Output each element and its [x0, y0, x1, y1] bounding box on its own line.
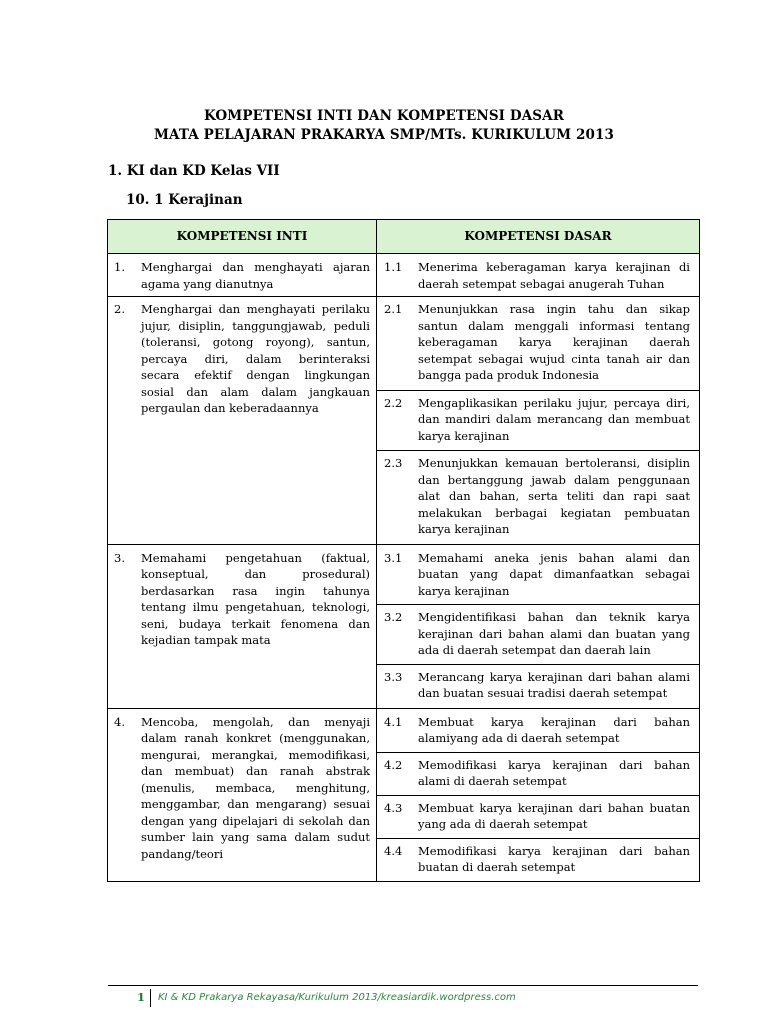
- section-heading: 1. KI dan KD Kelas VII: [108, 163, 280, 179]
- kd-number: 4.1: [384, 714, 403, 729]
- ki-number: 4.: [114, 714, 125, 729]
- document-title: [0, 107, 768, 145]
- ki-cell: [108, 297, 377, 545]
- ki-number: 3.: [114, 550, 125, 565]
- kd-cell: [377, 605, 700, 665]
- title-line-1: KOMPETENSI INTI DAN KOMPETENSI DASAR: [203, 108, 565, 124]
- kd-text: Memahami aneka jenis bahan alami dan buatan yang dapat dimanfaatkan sebagai karya kerajinan: [418, 550, 690, 598]
- table-header-row: [108, 220, 700, 254]
- kd-item: [378, 550, 698, 600]
- header-kd: KOMPETENSI DASAR: [377, 220, 700, 254]
- kd-item: [378, 714, 698, 747]
- kd-number: 2.1: [384, 302, 403, 316]
- kd-cell: [377, 254, 700, 297]
- footer-text: KI & KD Prakarya Rekayasa/Kurikulum 2013/kreasiardik.wordpress.com: [158, 992, 516, 1003]
- ki-text: Memahami pengetahuan (faktual, konseptual, dan prosedural) berdasarkan rasa ingin tahunya tentang ilmu pengetahuan, teknologi, seni, budaya terkait fenomena dan kejadian tampak mata: [141, 550, 370, 647]
- kd-item: [378, 259, 698, 292]
- kd-item: [378, 455, 698, 538]
- kd-text: Membuat karya kerajinan dari bahan buatan yang ada di daerah setempat: [418, 800, 690, 831]
- kd-item: [378, 800, 698, 833]
- kd-text: Menunjukkan kemauan bertoleransi, disiplin dan bertanggung jawab dalam penggunaan alat dan bahan, serta teliti dan rapi saat melakukan berbagai kegiatan pembuatan karya kerajinan: [418, 456, 690, 536]
- kd-number: 3.3: [384, 669, 403, 684]
- kd-item: [378, 843, 698, 876]
- kd-cell: [377, 451, 700, 545]
- ki-cell: [108, 708, 377, 881]
- kd-cell: [377, 544, 700, 605]
- table-row: [108, 544, 700, 605]
- ki-text: Mencoba, mengolah, dan menyaji dalam ranah konkret (menggunakan, mengurai, merangkai, memodifikasi, dan membuat) dan ranah abstrak (menulis, membaca, menghitung, menggambar, dan mengarang) sesuai dengan yang dipelajari di sekolah dan sumber lain yang sama dalam sudut pandang/teori: [141, 714, 370, 861]
- kd-item: [378, 609, 698, 659]
- kd-text: Mengidentifikasi bahan dan teknik karya kerajinan dari bahan alami dan buatan yang ada di daerah setempat dan daerah lain: [418, 610, 690, 657]
- table-row: [108, 297, 700, 391]
- ki-item: [108, 301, 376, 417]
- kd-number: 4.4: [384, 843, 403, 858]
- kd-cell: [377, 664, 700, 708]
- kd-text: Memodifikasi karya kerajinan dari bahan alami di daerah setempat: [418, 757, 690, 788]
- table-row: [108, 254, 700, 297]
- kd-number: 4.3: [384, 800, 403, 815]
- table-row: [108, 708, 700, 752]
- kd-cell: [377, 752, 700, 795]
- kd-text: Memodifikasi karya kerajinan dari bahan buatan di daerah setempat: [418, 843, 690, 874]
- ki-number: 2.: [114, 302, 125, 316]
- kd-cell: [377, 838, 700, 881]
- ki-text: Menghargai dan menghayati ajaran agama yang dianutnya: [141, 260, 370, 291]
- ki-number: 1.: [114, 260, 125, 274]
- ki-kd-table: [107, 219, 700, 882]
- kd-number: 1.1: [384, 260, 403, 274]
- kd-cell: [377, 390, 700, 451]
- footer-divider: [108, 985, 698, 986]
- kd-number: 2.3: [384, 456, 403, 470]
- header-ki: KOMPETENSI INTI: [108, 220, 377, 254]
- kd-cell: [377, 708, 700, 752]
- kd-item: [378, 669, 698, 702]
- kd-number: 3.2: [384, 610, 403, 624]
- kd-item: [378, 757, 698, 790]
- kd-item: [378, 395, 698, 445]
- kd-text: Menunjukkan rasa ingin tahu dan sikap santun dalam menggali informasi tentang keberagaman karya kerajinan daerah setempat sebagai wujud cinta tanah air dan bangga pada produk Indonesia: [418, 302, 690, 382]
- kd-number: 3.1: [384, 550, 403, 565]
- kd-text: Merancang karya kerajinan dari bahan alami dan buatan sesuai tradisi daerah setempat: [418, 669, 690, 700]
- ki-cell: [108, 254, 377, 297]
- kd-cell: [377, 297, 700, 391]
- kd-cell: [377, 795, 700, 838]
- kd-item: [378, 301, 698, 384]
- ki-cell: [108, 544, 377, 708]
- kd-text: Membuat karya kerajinan dari bahan alamiyang ada di daerah setempat: [418, 714, 690, 745]
- kd-text: Menerima keberagaman karya kerajinan di daerah setempat sebagai anugerah Tuhan: [418, 260, 690, 291]
- kd-number: 2.2: [384, 395, 403, 410]
- subsection-heading: 10. 1 Kerajinan: [126, 192, 243, 208]
- ki-text: Menghargai dan menghayati perilaku jujur, disiplin, tanggungjawab, peduli (toleransi, gotong royong), santun, percaya diri, dalam berinteraksi secara efektif dengan lingkungan sosial dan alam dalam jangkauan pergaulan dan keberadaannya: [141, 302, 370, 415]
- title-line-2: MATA PELAJARAN PRAKARYA SMP/MTs. KURIKULUM 2013: [154, 127, 614, 143]
- kd-text: Mengaplikasikan perilaku jujur, percaya diri, dan mandiri dalam merancang dan membuat karya kerajinan: [418, 395, 690, 443]
- footer-separator: [150, 989, 151, 1007]
- kd-number: 4.2: [384, 757, 403, 772]
- footer-page-number: 1: [137, 990, 146, 1004]
- ki-item: [108, 714, 376, 863]
- ki-item: [108, 259, 376, 292]
- ki-item: [108, 550, 376, 649]
